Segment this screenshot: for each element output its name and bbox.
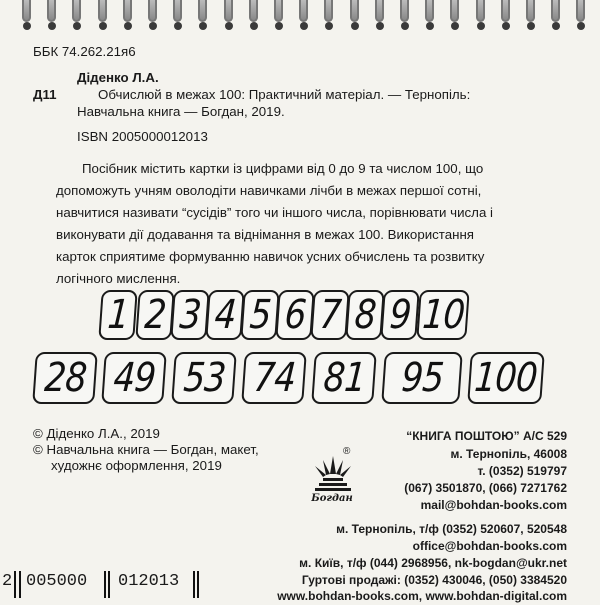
- spiral-ring: [551, 0, 560, 22]
- barcode-guard: [19, 571, 21, 598]
- number-card-value: 7: [317, 292, 342, 338]
- spiral-ring: [274, 0, 283, 22]
- spiral-binding: [0, 0, 600, 32]
- spiral-ring: [198, 0, 207, 22]
- mail-order-mobile: (067) 3501870, (066) 7271762: [404, 481, 567, 495]
- spiral-ring: [501, 0, 510, 22]
- spiral-ring: [526, 0, 535, 22]
- number-card: [240, 290, 279, 340]
- logo-wordmark: Богдан: [311, 493, 353, 504]
- number-card-value: 100: [473, 355, 539, 401]
- copyright-author: © Діденко Л.А., 2019: [33, 426, 160, 441]
- spiral-hole: [99, 22, 107, 30]
- number-card: [416, 290, 469, 340]
- spiral-hole: [527, 22, 535, 30]
- number-card: [345, 290, 384, 340]
- spiral-ring: [400, 0, 409, 22]
- spiral-hole: [451, 22, 459, 30]
- spiral-hole: [401, 22, 409, 30]
- spiral-hole: [552, 22, 560, 30]
- spiral-hole: [376, 22, 384, 30]
- number-cards-row-1: [0, 290, 600, 354]
- number-cards-row-2: [0, 352, 600, 416]
- copyright-design: художнє оформлення, 2019: [51, 458, 222, 473]
- number-card-value: 1: [105, 292, 130, 338]
- spiral-hole: [426, 22, 434, 30]
- contact-wholesale: Гуртові продажі: (0352) 430046, (050) 3384520: [301, 573, 567, 587]
- number-card: [98, 290, 137, 340]
- spiral-ring: [450, 0, 459, 22]
- barcode-group-1: 005000: [26, 572, 88, 591]
- spiral-ring: [476, 0, 485, 22]
- number-card: [310, 290, 349, 340]
- number-card: [241, 352, 307, 404]
- number-card-value: 2: [142, 292, 167, 338]
- number-card-value: 4: [212, 292, 237, 338]
- annotation-line: допоможуть учням оволодіти навичками лічби в межах першої сотні,: [56, 183, 482, 198]
- spiral-ring: [350, 0, 359, 22]
- annotation-line: виконувати дії додавання та віднімання в межах 100. Використання: [56, 227, 475, 242]
- number-card-value: 10: [420, 292, 466, 338]
- spiral-hole: [174, 22, 182, 30]
- barcode-first-digit: 2: [2, 572, 13, 591]
- spiral-hole: [149, 22, 157, 30]
- contact-office-email: office@bohdan-books.com: [412, 539, 567, 553]
- udk-index: Д11: [33, 87, 57, 102]
- annotation-line: Посібник містить картки із цифрами від 0 до 9 та числом 100, що: [82, 161, 484, 176]
- number-card: [170, 290, 209, 340]
- mail-order-email: mail@bohdan-books.com: [420, 498, 567, 512]
- number-card-value: 28: [42, 355, 88, 401]
- number-card: [135, 290, 174, 340]
- mail-order-tel: т. (0352) 519797: [477, 464, 567, 478]
- number-card: [311, 352, 377, 404]
- number-card: [205, 290, 244, 340]
- spiral-ring: [47, 0, 56, 22]
- spiral-hole: [73, 22, 81, 30]
- spiral-ring: [249, 0, 258, 22]
- number-card: [467, 352, 545, 404]
- spiral-hole: [325, 22, 333, 30]
- number-card-value: 3: [177, 292, 202, 338]
- number-card-value: 9: [387, 292, 412, 338]
- spiral-ring: [98, 0, 107, 22]
- spiral-hole: [199, 22, 207, 30]
- isbn: ISBN 2005000012013: [77, 129, 208, 144]
- number-card-value: 81: [321, 355, 367, 401]
- annotation-line: навчитися називати “сусідів” того чи іншого числа, порівнювати числа і: [56, 205, 493, 220]
- number-card-value: 5: [247, 292, 272, 338]
- spiral-ring: [148, 0, 157, 22]
- barcode-guard: [193, 571, 195, 598]
- spiral-ring: [22, 0, 31, 22]
- number-card-value: 95: [399, 355, 445, 401]
- number-card-value: 74: [251, 355, 297, 401]
- mail-order-city: м. Тернопіль, 46008: [450, 447, 567, 461]
- spiral-ring: [123, 0, 132, 22]
- mail-order-title: “КНИГА ПОШТОЮ” А/С 529: [406, 429, 567, 443]
- spiral-ring: [72, 0, 81, 22]
- contact-websites: www.bohdan-books.com, www.bohdan-digital.com: [277, 589, 567, 603]
- barcode-guard: [197, 571, 199, 598]
- spiral-hole: [477, 22, 485, 30]
- spiral-ring: [299, 0, 308, 22]
- spiral-ring: [324, 0, 333, 22]
- spiral-hole: [250, 22, 258, 30]
- spiral-ring: [375, 0, 384, 22]
- contact-ternopil: м. Тернопіль, т/ф (0352) 520607, 520548: [336, 522, 567, 536]
- spiral-hole: [351, 22, 359, 30]
- bbk-code: ББК 74.262.21я6: [33, 44, 136, 59]
- copyright-publisher: © Навчальна книга — Богдан, макет,: [33, 442, 259, 457]
- author-name: Діденко Л.А.: [77, 70, 159, 85]
- book-title-line1: Обчислюй в межах 100: Практичний матеріал. — Тернопіль:: [98, 87, 471, 102]
- spiral-hole: [225, 22, 233, 30]
- spiral-hole: [23, 22, 31, 30]
- spiral-hole: [502, 22, 510, 30]
- number-card: [381, 352, 463, 404]
- spiral-hole: [275, 22, 283, 30]
- spiral-hole: [48, 22, 56, 30]
- number-card: [171, 352, 237, 404]
- annotation-line: логічного мислення.: [56, 271, 181, 286]
- number-card: [380, 290, 419, 340]
- number-card: [275, 290, 314, 340]
- number-card: [101, 352, 167, 404]
- spiral-hole: [124, 22, 132, 30]
- spiral-ring: [576, 0, 585, 22]
- spiral-ring: [425, 0, 434, 22]
- spiral-hole: [300, 22, 308, 30]
- registered-mark: ®: [343, 446, 351, 457]
- number-card-value: 6: [282, 292, 307, 338]
- contact-kyiv: м. Київ, т/ф (044) 2968956, nk-bogdan@ukr.net: [299, 556, 567, 570]
- annotation-line: карток сприятиме формуванню навичок усних обчислень та розвитку: [56, 249, 485, 264]
- number-card-value: 8: [352, 292, 377, 338]
- book-title-line2: Навчальна книга — Богдан, 2019.: [77, 104, 285, 119]
- barcode-group-2: 012013: [118, 572, 180, 591]
- spiral-ring: [224, 0, 233, 22]
- barcode-guard: [104, 571, 106, 598]
- number-card-value: 53: [181, 355, 227, 401]
- spiral-ring: [173, 0, 182, 22]
- spiral-hole: [577, 22, 585, 30]
- number-card: [32, 352, 98, 404]
- barcode-guard: [108, 571, 110, 598]
- barcode-guard: [14, 571, 16, 598]
- number-card-value: 49: [111, 355, 157, 401]
